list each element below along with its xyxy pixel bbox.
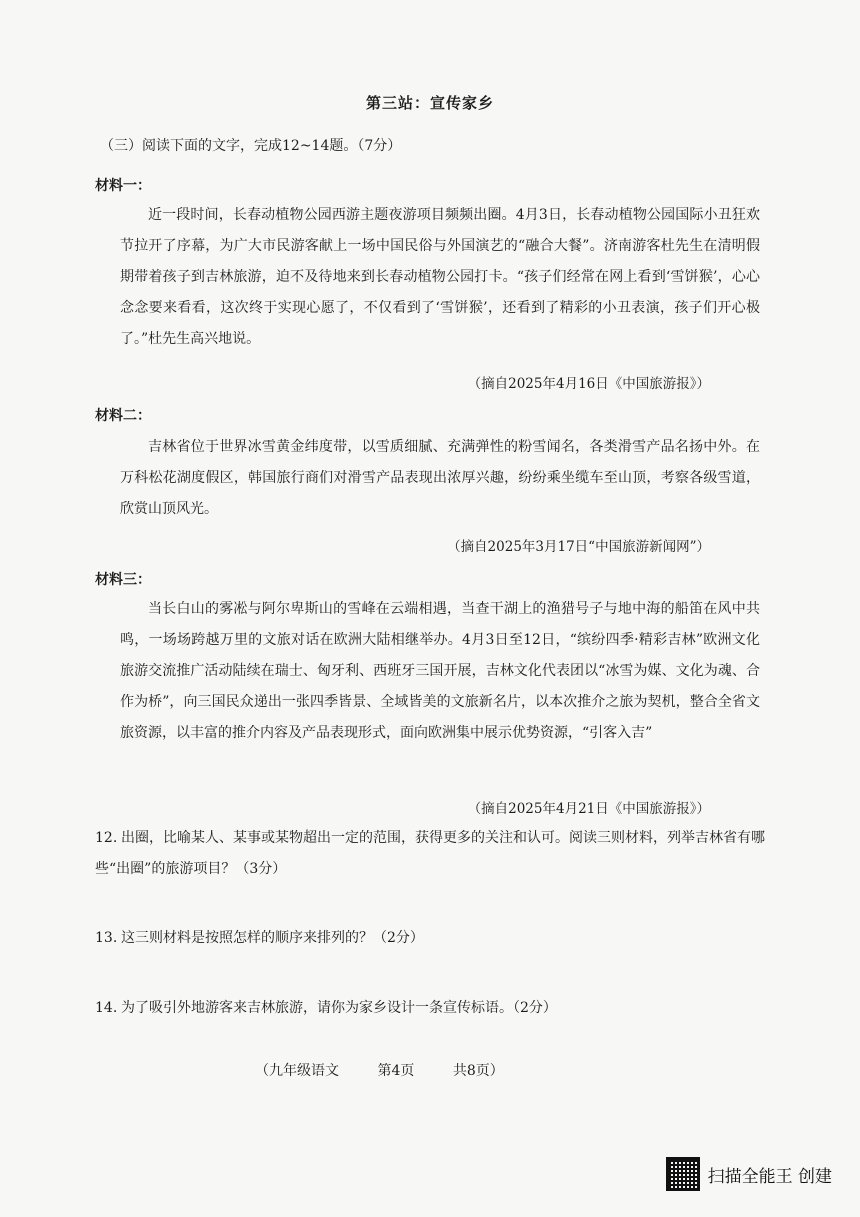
material-1-label: 材料一： bbox=[95, 178, 151, 194]
question-number: 13. bbox=[95, 930, 118, 946]
material-2-source: （摘自2025年3月17日“中国旅游新闻网”） bbox=[447, 539, 710, 555]
material-3-label: 材料三： bbox=[95, 572, 151, 588]
footer-page: 第4页 bbox=[377, 1063, 415, 1079]
question-number: 14. bbox=[95, 1000, 118, 1016]
watermark-text: 扫描全能王 创建 bbox=[707, 1166, 832, 1187]
question-13 bbox=[95, 923, 775, 954]
material-2-label: 材料二： bbox=[95, 408, 151, 424]
question-text: 出圈，比喻某人、某事或某物超出一定的范围，获得更多的关注和认可。阅读三则材料，列举吉林省有哪些“出圈”的旅游项目？（3分） bbox=[95, 830, 765, 877]
question-text: 为了吸引外地游客来吉林旅游，请你为家乡设计一条宣传标语。（2分） bbox=[121, 1000, 557, 1016]
question-12 bbox=[95, 823, 775, 885]
material-1-source: （摘自2025年4月16日《中国旅游报》） bbox=[467, 376, 710, 392]
section-title: 第三站：宣传家乡 bbox=[365, 94, 494, 112]
material-2-text: 吉林省位于世界冰雪黄金纬度带，以雪质细腻、充满弹性的粉雪闻名，各类滑雪产品名扬中外。在万科松花湖度假区，韩国旅行商们对滑雪产品表现出浓厚兴趣，纷纷乘坐缆车至山顶，考察各级雪道，欣赏山顶风光。 bbox=[120, 439, 760, 517]
question-number: 12. bbox=[95, 830, 118, 846]
footer-total: 共8页） bbox=[452, 1063, 504, 1079]
footer-subject: （九年级语文 bbox=[255, 1063, 339, 1079]
question-14 bbox=[95, 993, 775, 1024]
scanner-watermark bbox=[666, 1157, 832, 1191]
material-3-source: （摘自2025年4月21日《中国旅游报》） bbox=[467, 801, 710, 817]
material-1-text: 近一段时间，长春动植物公园西游主题夜游项目频频出圈。4月3日，长春动植物公园国际小丑狂欢节拉开了序幕，为广大市民游客献上一场中国民俗与外国演艺的“融合大餐”。济南游客杜先生在清明假期带着孩子到吉林旅游，迫不及待地来到长春动植物公园打卡。“孩子们经常在网上看到‘雪饼猴’，心心念念要来看看，这次终于实现心愿了，不仅看到了‘雪饼猴’，还看到了精彩的小丑表演，孩子们开心极了。”杜先生高兴地说。 bbox=[120, 207, 760, 347]
qr-code-icon bbox=[666, 1157, 700, 1191]
page-footer bbox=[255, 1060, 530, 1080]
reading-intro: （三）阅读下面的文字，完成12~14题。（7分） bbox=[100, 138, 402, 154]
material-3-text: 当长白山的雾凇与阿尔卑斯山的雪峰在云端相遇，当查干湖上的渔猎号子与地中海的船笛在风中共鸣，一场场跨越万里的文旅对话在欧洲大陆相继举办。4月3日至12日，“缤纷四季·精彩吉林”欧洲文化旅游交流推广活动陆续在瑞士、匈牙利、西班牙三国开展，吉林文化代表团以“冰雪为媒、文化为魂、合作为桥”，向三国民众递出一张四季皆景、全域皆美的文旅新名片，以本次推介之旅为契机，整合全省文旅资源，以丰富的推介内容及产品表现形式，面向欧洲集中展示优势资源，“引客入吉” bbox=[120, 601, 760, 741]
question-text: 这三则材料是按照怎样的顺序来排列的？（2分） bbox=[121, 930, 424, 946]
